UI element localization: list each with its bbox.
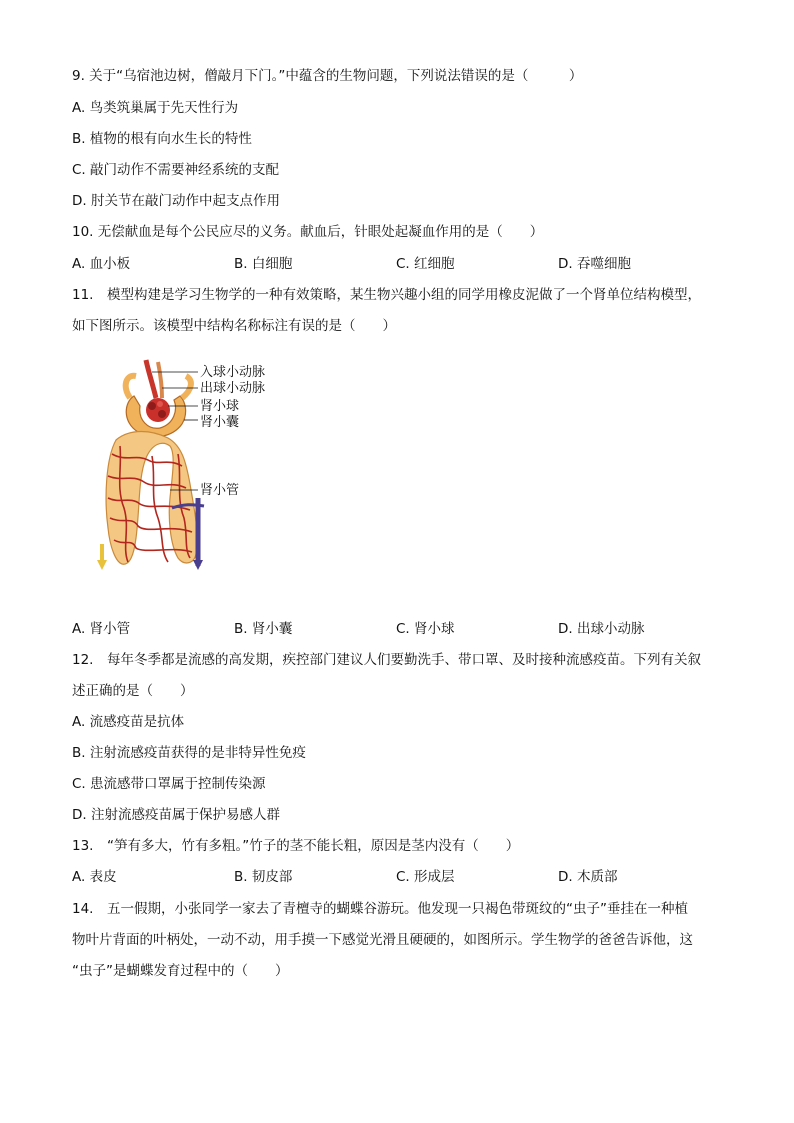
q13-option-b: B. 韧皮部 xyxy=(234,869,293,885)
q12-option-a: A. 流感疫苗是抗体 xyxy=(72,714,185,730)
q12-option-c: C. 患流感带口罩属于控制传染源 xyxy=(72,776,266,792)
q10-options xyxy=(72,254,722,274)
q9-option-b: B. 植物的根有向水生长的特性 xyxy=(72,131,252,147)
q12-option-b: B. 注射流感疫苗获得的是非特异性免疫 xyxy=(72,745,306,761)
q9-stem: 9. 关于“乌宿池边树，僧敲月下门。”中蕴含的生物问题，下列说法错误的是（ ） xyxy=(72,68,583,84)
q11-option-a: A. 肾小管 xyxy=(72,621,131,637)
q13-stem: 13. “笋有多大，竹有多粗。”竹子的茎不能长粗，原因是茎内没有（ ） xyxy=(72,838,520,854)
q10-option-c: C. 红细胞 xyxy=(396,256,455,272)
q14-stem-line2: 物叶片背面的叶柄处，一动不动，用手摸一下感觉光滑且硬硬的，如图所示。学生物学的爸爸告诉他，这 xyxy=(72,932,693,948)
q11-option-c: C. 肾小球 xyxy=(396,621,455,637)
q11-stem-line1: 11. 模型构建是学习生物学的一种有效策略，某生物兴趣小组的同学用橡皮泥做了一个肾单位结构模型， xyxy=(72,287,701,303)
q12-option-d: D. 注射流感疫苗属于保护易感人群 xyxy=(72,807,280,823)
q13-option-d: D. 木质部 xyxy=(558,869,618,885)
q14-stem-line3: “虫子”是蝴蝶发育过程中的（ ） xyxy=(72,963,289,979)
q9-option-a: A. 鸟类筑巢属于先天性行为 xyxy=(72,100,239,116)
q13-options xyxy=(72,867,722,887)
q11-option-b: B. 肾小囊 xyxy=(234,621,293,637)
q11-option-d: D. 出球小动脉 xyxy=(558,621,645,637)
q12-stem-line1: 12. 每年冬季都是流感的高发期，疾控部门建议人们要勤洗手、带口罩、及时接种流感疫苗。下列有关叙 xyxy=(72,652,701,668)
q14-stem-line1: 14. 五一假期，小张同学一家去了青檀寺的蝴蝶谷游玩。他发现一只褐色带斑纹的“虫子”垂挂在一种植 xyxy=(72,901,688,917)
label-glomerulus: 肾小球 xyxy=(200,399,240,414)
q10-stem: 10. 无偿献血是每个公民应尽的义务。献血后，针眼处起凝血作用的是（ ） xyxy=(72,224,544,240)
q10-option-a: A. 血小板 xyxy=(72,256,131,272)
q13-option-c: C. 形成层 xyxy=(396,869,455,885)
nephron-diagram xyxy=(86,358,286,573)
label-renal-tubule: 肾小管 xyxy=(200,483,240,498)
q11-stem-line2: 如下图所示。该模型中结构名称标注有误的是（ ） xyxy=(72,318,396,334)
q11-options xyxy=(72,619,722,639)
q10-option-d: D. 吞噬细胞 xyxy=(558,256,631,272)
q9-option-d: D. 肘关节在敲门动作中起支点作用 xyxy=(72,193,280,209)
q13-option-a: A. 表皮 xyxy=(72,869,117,885)
nephron-illustration xyxy=(97,360,204,570)
label-efferent-arteriole: 出球小动脉 xyxy=(200,381,266,396)
q12-stem-line2: 述正确的是（ ） xyxy=(72,683,194,699)
label-bowmans-capsule: 肾小囊 xyxy=(200,415,240,430)
label-afferent-arteriole: 入球小动脉 xyxy=(200,365,266,380)
q9-option-c: C. 敲门动作不需要神经系统的支配 xyxy=(72,162,280,178)
q10-option-b: B. 白细胞 xyxy=(234,256,293,272)
